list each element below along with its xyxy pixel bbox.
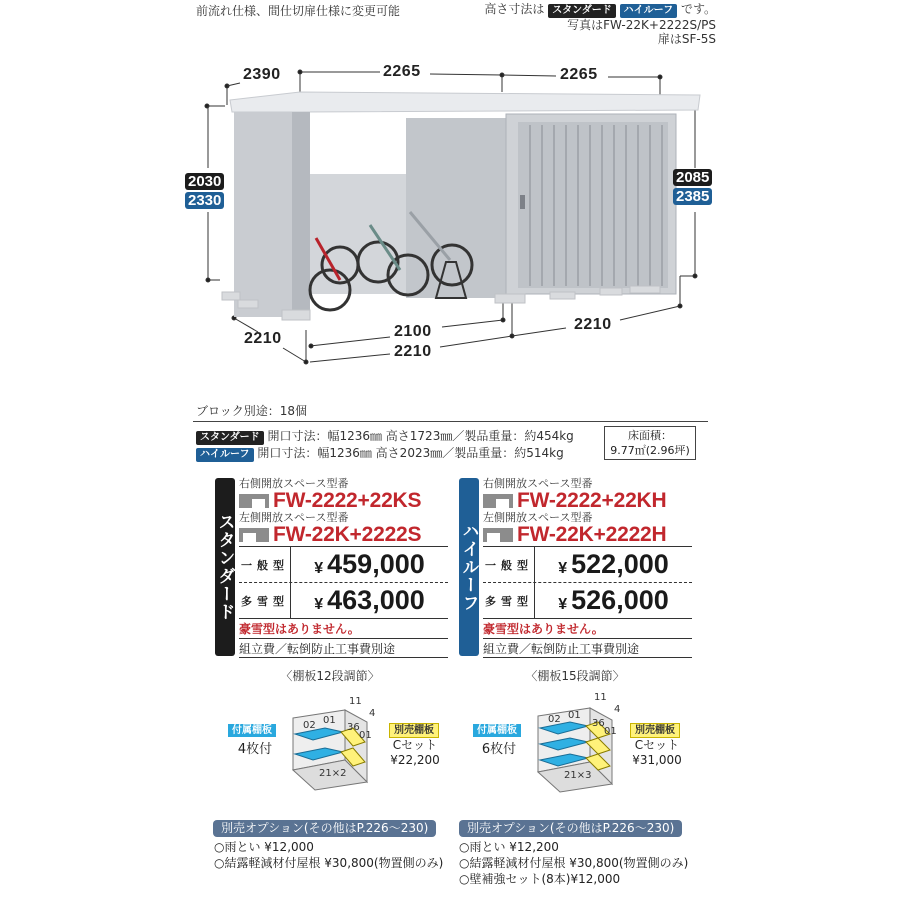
svg-text:21×3: 21×3 — [564, 770, 592, 781]
svg-text:36: 36 — [592, 718, 605, 729]
svg-text:11: 11 — [594, 692, 607, 703]
right-open-model: FW-2222+22KH — [517, 489, 667, 512]
dim-height-right-standard: 2085 — [673, 169, 712, 186]
options-list — [459, 839, 688, 887]
dim-depth-top: 2390 — [243, 66, 281, 83]
dim-width-top-2: 2265 — [560, 66, 598, 83]
left-open-model: FW-22K+2222H — [517, 523, 667, 546]
standard-badge: スタンダード — [196, 431, 264, 445]
dim-width-bottom-2: 2210 — [574, 316, 612, 333]
no-heavy-snow-note: 豪雪型はありません。 — [239, 618, 448, 638]
included-shelf-badge: 付属棚板 — [473, 718, 521, 737]
svg-text:01: 01 — [323, 715, 336, 726]
option-item: ○壁補強セット(8本)¥12,000 — [459, 872, 621, 886]
left-open-caption: 左側開放スペース型番 — [483, 511, 593, 524]
options-header: 別売オプション(その他はP.226〜230) — [459, 820, 682, 837]
panel-highroof — [459, 478, 692, 656]
right-open-icon — [483, 494, 513, 508]
svg-text:01: 01 — [359, 730, 372, 741]
snow-price: ¥ 526,000 — [558, 585, 669, 615]
dim-width-bottom-1: 2210 — [394, 343, 432, 360]
no-heavy-snow-note: 豪雪型はありません。 — [483, 618, 692, 638]
snow-type-label: 多雪型 — [239, 583, 291, 618]
left-open-model: FW-22K+2222S — [273, 523, 422, 546]
dim-depth-bottom: 2210 — [244, 330, 282, 347]
divider — [193, 421, 708, 422]
general-type-label: 一般型 — [483, 547, 535, 582]
svg-text:11: 11 — [349, 696, 362, 707]
svg-text:02: 02 — [303, 720, 316, 731]
dim-height-left-standard: 2030 — [185, 173, 224, 190]
standard-badge: スタンダード — [548, 4, 616, 18]
shelf-title: 〈棚板12段調節〉 — [280, 669, 380, 683]
door-model-note: 扉はSF-5S — [657, 32, 716, 46]
option-item: ○結露軽減材付屋根 ¥30,800(物置側のみ) — [214, 856, 444, 870]
floor-area-box — [604, 426, 696, 460]
spec-standard — [196, 427, 574, 445]
snow-price: ¥ 463,000 — [314, 585, 425, 615]
snow-type-label: 多雪型 — [483, 583, 535, 618]
dim-height-left-highroof: 2330 — [185, 192, 224, 209]
highroof-badge: ハイルーフ — [620, 4, 678, 18]
assembly-note: 組立費／転倒防止工事費別途 — [239, 638, 448, 658]
sold-shelf-badge: 別売棚板 — [389, 718, 439, 737]
included-shelf-badge: 付属棚板 — [228, 718, 276, 737]
option-item: ○雨とい ¥12,200 — [459, 840, 559, 854]
left-open-caption: 左側開放スペース型番 — [239, 511, 349, 524]
variant-note: 前流れ仕様、間仕切扉仕様に変更可能 — [196, 4, 401, 18]
dim-inner-width: 2100 — [394, 323, 432, 340]
svg-text:01: 01 — [568, 710, 581, 721]
general-price: ¥ 459,000 — [314, 549, 425, 579]
floor-area-label: 床面積： — [628, 429, 672, 442]
shelf-diagram — [285, 690, 385, 795]
dim-width-top-1: 2265 — [383, 63, 421, 80]
svg-text:4: 4 — [369, 708, 376, 719]
svg-text:4: 4 — [614, 704, 621, 715]
sold-shelf-info: Cセット ¥22,200 — [390, 738, 440, 767]
dim-height-right-highroof: 2385 — [673, 188, 712, 205]
option-item: ○雨とい ¥12,000 — [214, 840, 314, 854]
svg-text:21×2: 21×2 — [319, 768, 347, 779]
panel-standard — [215, 478, 448, 656]
option-item: ○結露軽減材付屋根 ¥30,800(物置側のみ) — [459, 856, 689, 870]
options-header: 別売オプション(その他はP.226〜230) — [213, 820, 436, 837]
options-list — [214, 839, 443, 871]
spec-highroof-text: 開口寸法：幅1236㎜ 高さ2023㎜／製品重量：約514kg — [257, 446, 564, 460]
left-open-icon — [483, 528, 513, 542]
sold-shelf-info: Cセット ¥31,000 — [632, 738, 682, 767]
right-open-caption: 右側開放スペース型番 — [483, 477, 593, 490]
shelf-diagram — [530, 688, 630, 795]
shelf-title: 〈棚板15段調節〉 — [525, 669, 625, 683]
spec-standard-text: 開口寸法：幅1236㎜ 高さ1723㎜／製品重量：約454kg — [267, 429, 574, 443]
panel-side-label: スタンダード — [215, 478, 235, 656]
included-shelf-count: 4枚付 — [237, 742, 273, 757]
right-open-caption: 右側開放スペース型番 — [239, 477, 349, 490]
assembly-note: 組立費／転倒防止工事費別途 — [483, 638, 692, 658]
sold-shelf-badge: 別売棚板 — [630, 718, 680, 737]
shed-illustration — [0, 0, 900, 400]
floor-area-value: 9.77㎡(2.96坪) — [610, 444, 690, 457]
general-price: ¥ 522,000 — [558, 549, 669, 579]
svg-text:36: 36 — [347, 722, 360, 733]
height-prefix: 高さ寸法は — [484, 2, 545, 16]
highroof-badge: ハイルーフ — [196, 448, 254, 462]
general-type-label: 一般型 — [239, 547, 291, 582]
svg-text:01: 01 — [604, 726, 617, 737]
height-suffix: です。 — [680, 2, 716, 16]
included-shelf-count: 6枚付 — [481, 742, 517, 757]
svg-text:02: 02 — [548, 714, 561, 725]
left-open-icon — [239, 528, 269, 542]
photo-model-note: 写真はFW-22K+2222S/PS — [567, 18, 716, 32]
right-open-icon — [239, 494, 269, 508]
panel-side-label: ハイルーフ — [459, 478, 479, 656]
right-open-model: FW-2222+22KS — [273, 489, 422, 512]
block-note: ブロック別途：18個 — [196, 404, 308, 418]
spec-highroof — [196, 444, 564, 462]
